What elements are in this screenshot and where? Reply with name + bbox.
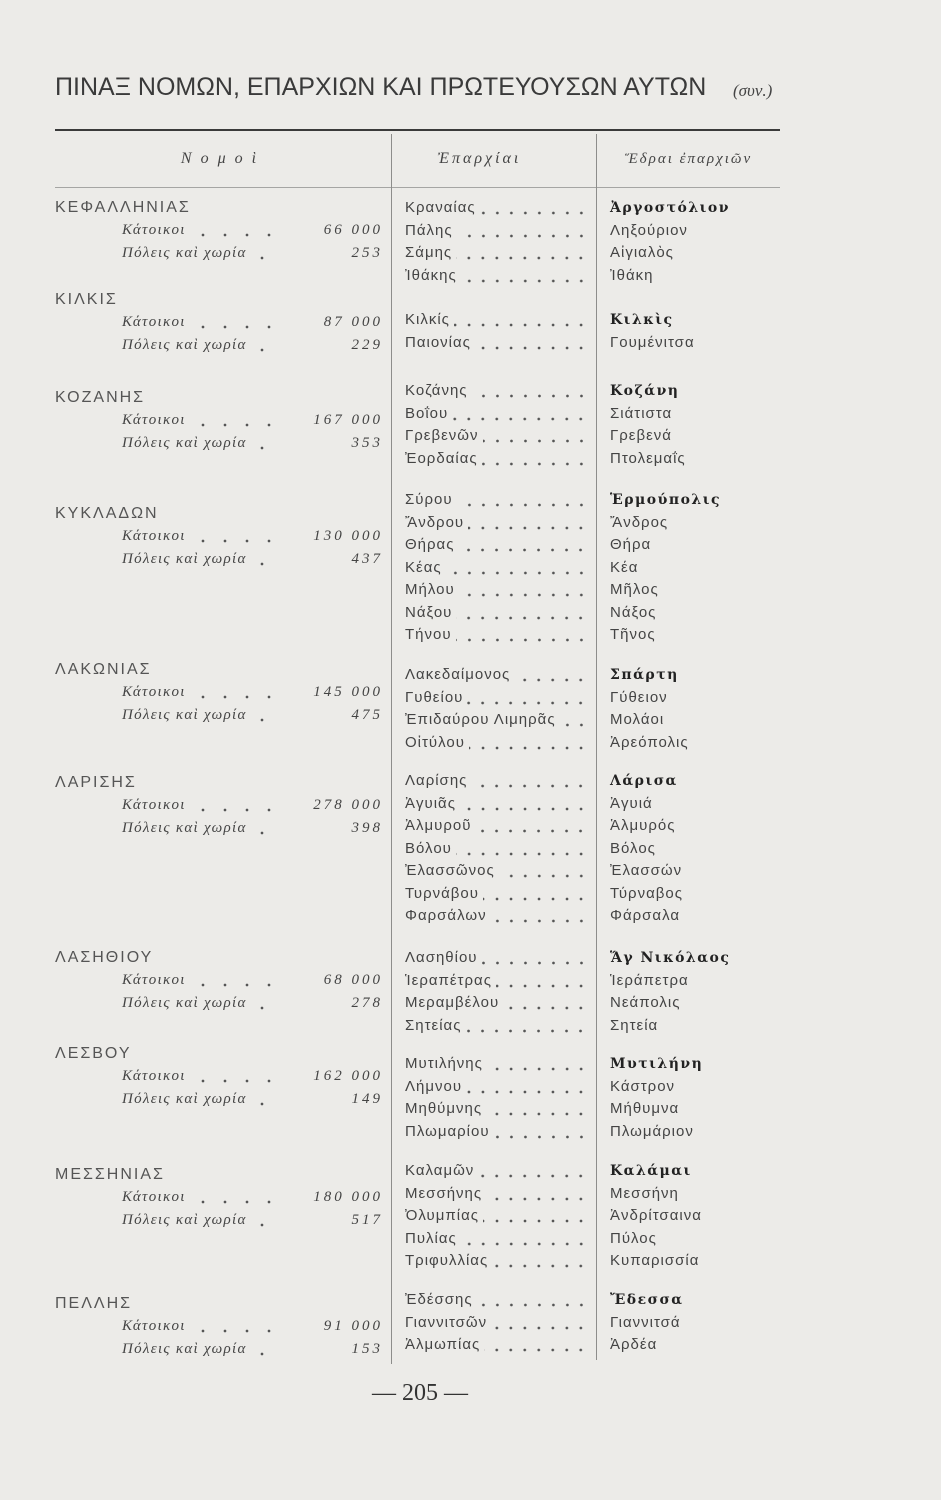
dot-leader: [459, 579, 588, 601]
eparchy-seat: Πλωμάριον: [610, 1123, 694, 1140]
inhabitants-label: Κάτοικοι: [122, 222, 186, 238]
nome-name: ΛΑΡΙΣΗΣ: [55, 774, 137, 791]
eparchy-seat: Πτολεμαΐς: [610, 450, 686, 467]
eparchy-seat: Ἀνδρίτσαινα: [610, 1207, 702, 1224]
eparchy-seat: Ἑρμούπολις: [610, 492, 722, 508]
eparchy-row: [405, 883, 588, 905]
dot-leader: [251, 992, 265, 1014]
dot-leader: [456, 602, 588, 624]
eparchy-name: Ἐπιδαύρου Λιμηρᾶς: [405, 711, 556, 728]
eparchy-row: [405, 838, 588, 860]
column-header-nomoi: Νομοὶ: [180, 150, 266, 167]
eparchy-seat: Μῆλος: [610, 581, 659, 598]
nome-name: ΚΟΖΑΝΗΣ: [55, 389, 146, 406]
eparchy-seat: Ἄνδρος: [610, 514, 669, 531]
towns-label: Πόλεις καὶ χωρία: [122, 707, 247, 723]
towns-value: 253: [351, 245, 383, 261]
eparchy-row: [405, 970, 588, 992]
eparchy-row: [405, 1015, 588, 1037]
column-divider: [391, 134, 392, 1364]
eparchy-seat: Ἀρεόπολις: [610, 734, 689, 751]
eparchy-name: Βόλου: [405, 840, 452, 857]
dot-leader: [491, 1312, 588, 1334]
eparchy-name: Ἱεραπέτρας: [405, 972, 492, 989]
inhabitants-label: Κάτοικοι: [122, 1068, 186, 1084]
eparchy-name: Βοΐου: [405, 405, 449, 422]
eparchy-row: [405, 557, 588, 579]
eparchy-name: Μεραμβέλου: [405, 994, 500, 1011]
inhabitants-value: 145 000: [313, 684, 383, 700]
eparchy-row: [405, 1098, 588, 1120]
eparchy-seat: Γουμένιτσα: [610, 334, 695, 351]
eparchy-row: [405, 815, 588, 837]
eparchy-name: Ἄνδρου: [405, 514, 465, 531]
towns-row: [122, 548, 383, 570]
eparchy-name: Οἰτύλου: [405, 734, 465, 751]
inhabitants-label: Κάτοικοι: [122, 1318, 186, 1334]
eparchy-seat: Ἰθάκη: [610, 267, 654, 284]
dot-leader: [456, 242, 588, 264]
eparchy-seat: Ληξούριον: [610, 222, 688, 239]
dot-leader: [477, 1289, 588, 1311]
eparchy-row: [405, 197, 588, 219]
dot-leader: [251, 1338, 265, 1360]
dot-leader: [458, 534, 588, 556]
eparchy-row: [405, 332, 588, 354]
header-rule: [55, 187, 780, 188]
eparchy-name: Κοζάνης: [405, 382, 468, 399]
towns-value: 278: [351, 995, 383, 1011]
dot-leader: [452, 403, 588, 425]
eparchy-row: [405, 1289, 588, 1311]
eparchy-row: [405, 579, 588, 601]
inhabitants-value: 66 000: [323, 222, 383, 238]
dot-leader: [496, 970, 588, 992]
eparchy-row: [405, 1053, 588, 1075]
eparchy-name: Λασηθίου: [405, 949, 478, 966]
eparchy-row: [405, 489, 588, 511]
top-rule: [55, 129, 780, 131]
page-number: — 205 —: [372, 1380, 468, 1406]
eparchy-row: [405, 309, 588, 331]
towns-value: 437: [351, 551, 383, 567]
dot-leader: [192, 1186, 280, 1208]
eparchy-seat: Ἔδεσσα: [610, 1292, 684, 1308]
eparchy-row: [405, 425, 588, 447]
eparchy-seat: Γύθειον: [610, 689, 668, 706]
eparchy-row: [405, 403, 588, 425]
inhabitants-label: Κάτοικοι: [122, 528, 186, 544]
towns-label: Πόλεις καὶ χωρία: [122, 435, 247, 451]
dot-leader: [192, 1065, 280, 1087]
eparchy-name: Σάμης: [405, 244, 453, 261]
dot-leader: [251, 1088, 265, 1110]
eparchy-row: [405, 664, 588, 686]
dot-leader: [192, 681, 280, 703]
inhabitants-row: [122, 794, 383, 816]
towns-row: [122, 1338, 383, 1360]
title-suffix: (συν.): [733, 81, 773, 100]
dot-leader: [492, 1250, 588, 1272]
eparchy-row: [405, 1076, 588, 1098]
eparchy-row: [405, 1121, 588, 1143]
eparchy-name: Τυρνάβου: [405, 885, 479, 902]
dot-leader: [483, 1205, 588, 1227]
eparchy-seat: Μυτιλήνη: [610, 1056, 704, 1072]
dot-leader: [457, 489, 588, 511]
inhabitants-value: 180 000: [313, 1189, 383, 1205]
dot-leader: [192, 219, 280, 241]
eparchy-row: [405, 687, 588, 709]
dot-leader: [503, 992, 588, 1014]
inhabitants-value: 130 000: [313, 528, 383, 544]
eparchy-seat: Ἁλμυρός: [610, 817, 676, 834]
dot-leader: [251, 432, 265, 454]
inhabitants-label: Κάτοικοι: [122, 1189, 186, 1205]
eparchy-row: [405, 1183, 588, 1205]
towns-label: Πόλεις καὶ χωρία: [122, 1212, 247, 1228]
eparchy-seat: Τύρναβος: [610, 885, 683, 902]
eparchy-name: Παιονίας: [405, 334, 471, 351]
inhabitants-row: [122, 219, 383, 241]
eparchy-name: Μυτιλήνης: [405, 1055, 483, 1072]
eparchy-name: Ἐορδαίας: [405, 450, 478, 467]
inhabitants-row: [122, 1065, 383, 1087]
dot-leader: [475, 332, 588, 354]
eparchy-seat: Κέα: [610, 559, 639, 576]
eparchy-seat: Μήθυμνα: [610, 1100, 680, 1117]
towns-value: 353: [351, 435, 383, 451]
dot-leader: [251, 334, 265, 356]
towns-value: 153: [351, 1341, 383, 1357]
dot-leader: [466, 1076, 588, 1098]
dot-leader: [514, 664, 588, 686]
inhabitants-label: Κάτοικοι: [122, 972, 186, 988]
inhabitants-label: Κάτοικοι: [122, 412, 186, 428]
eparchy-seat: Σπάρτη: [610, 667, 679, 683]
eparchy-seat: Κυπαρισσία: [610, 1252, 700, 1269]
inhabitants-value: 68 000: [323, 972, 383, 988]
nome-name: ΚΕΦΑΛΛΗΝΙΑΣ: [55, 199, 191, 216]
eparchy-name: Ὀλυμπίας: [405, 1207, 479, 1224]
dot-leader: [469, 732, 588, 754]
dot-leader: [460, 793, 588, 815]
eparchy-seat: Γρεβενά: [610, 427, 672, 444]
eparchy-seat: Ἱεράπετρα: [610, 972, 689, 989]
towns-row: [122, 1088, 383, 1110]
eparchy-name: Ἐδέσσης: [405, 1291, 473, 1308]
dot-leader: [483, 883, 588, 905]
dot-leader: [499, 860, 588, 882]
inhabitants-row: [122, 525, 383, 547]
eparchy-seat: Μεσσήνη: [610, 1185, 679, 1202]
eparchy-seat: Νεάπολις: [610, 994, 681, 1011]
eparchy-name: Κέας: [405, 559, 442, 576]
eparchy-row: [405, 220, 588, 242]
eparchy-row: [405, 448, 588, 470]
dot-leader: [467, 687, 588, 709]
inhabitants-value: 162 000: [313, 1068, 383, 1084]
eparchy-seat: Κιλκὶς: [610, 312, 674, 328]
inhabitants-row: [122, 409, 383, 431]
towns-label: Πόλεις καὶ χωρία: [122, 995, 247, 1011]
eparchy-name: Καλαμῶν: [405, 1162, 475, 1179]
column-header-seats: Ἕδραι ἐπαρχιῶν: [624, 151, 753, 167]
eparchy-seat: Πύλος: [610, 1230, 657, 1247]
eparchy-name: Γυθείου: [405, 689, 464, 706]
eparchy-row: [405, 947, 588, 969]
eparchy-seat: Βόλος: [610, 840, 656, 857]
towns-value: 475: [351, 707, 383, 723]
inhabitants-value: 167 000: [313, 412, 383, 428]
eparchy-name: Λαρίσης: [405, 772, 468, 789]
eparchy-name: Νάξου: [405, 604, 453, 621]
eparchy-row: [405, 512, 588, 534]
eparchy-name: Θήρας: [405, 536, 455, 553]
dot-leader: [457, 220, 588, 242]
eparchy-row: [405, 905, 588, 927]
eparchy-name: Ἀγυιᾶς: [405, 795, 456, 812]
eparchy-row: [405, 732, 588, 754]
towns-row: [122, 334, 383, 356]
eparchy-name: Γρεβενῶν: [405, 427, 479, 444]
eparchy-seat: Κοζάνη: [610, 383, 680, 399]
dot-leader: [487, 1053, 588, 1075]
inhabitants-label: Κάτοικοι: [122, 314, 186, 330]
eparchy-seat: Θήρα: [610, 536, 652, 553]
inhabitants-row: [122, 681, 383, 703]
eparchy-row: [405, 242, 588, 264]
inhabitants-label: Κάτοικοι: [122, 797, 186, 813]
towns-label: Πόλεις καὶ χωρία: [122, 820, 247, 836]
eparchy-name: Ἀλμωπίας: [405, 1336, 481, 1353]
eparchy-seat: Ἐλασσών: [610, 862, 683, 879]
eparchy-name: Πάλης: [405, 222, 453, 239]
eparchy-seat: Κάστρον: [610, 1078, 676, 1095]
dot-leader: [486, 1098, 588, 1120]
dot-leader: [468, 512, 588, 534]
inhabitants-label: Κάτοικοι: [122, 684, 186, 700]
eparchy-seat: Λάρισα: [610, 773, 678, 789]
eparchy-seat: Ἅγ Νικόλαος: [610, 950, 731, 966]
eparchy-name: Μηθύμνης: [405, 1100, 483, 1117]
nome-name: ΛΑΣΗΘΙΟΥ: [55, 949, 154, 966]
eparchy-name: Τριφυλλίας: [405, 1252, 489, 1269]
eparchy-seat: Σιάτιστα: [610, 405, 673, 422]
dot-leader: [192, 311, 280, 333]
eparchy-name: Ἰθάκης: [405, 267, 457, 284]
eparchy-name: Κραναίας: [405, 199, 476, 216]
column-header-eparchies: Ἐπαρχίαι: [437, 150, 522, 167]
towns-label: Πόλεις καὶ χωρία: [122, 1341, 247, 1357]
dot-leader: [251, 548, 265, 570]
nome-name: ΛΑΚΩΝΙΑΣ: [55, 661, 152, 678]
eparchy-name: Τήνου: [405, 626, 452, 643]
towns-label: Πόλεις καὶ χωρία: [122, 1091, 247, 1107]
eparchy-row: [405, 1160, 588, 1182]
eparchy-row: [405, 709, 588, 731]
eparchy-row: [405, 770, 588, 792]
nome-name: ΠΕΛΛΗΣ: [55, 1295, 133, 1312]
eparchy-row: [405, 265, 588, 287]
dot-leader: [251, 704, 265, 726]
eparchy-name: Γιαννιτσῶν: [405, 1314, 488, 1331]
eparchy-seat: Σητεία: [610, 1017, 659, 1034]
towns-value: 229: [351, 337, 383, 353]
inhabitants-value: 278 000: [313, 797, 383, 813]
towns-row: [122, 817, 383, 839]
dot-leader: [491, 905, 588, 927]
eparchy-row: [405, 1205, 588, 1227]
dot-leader: [192, 409, 280, 431]
nome-name: ΚΥΚΛΑΔΩΝ: [55, 505, 159, 522]
dot-leader: [461, 265, 588, 287]
nome-name: ΛΕΣΒΟΥ: [55, 1045, 132, 1062]
eparchy-name: Φαρσάλων: [405, 907, 487, 924]
eparchy-row: [405, 624, 588, 646]
dot-leader: [456, 624, 588, 646]
eparchy-seat: Ἀρδέα: [610, 1336, 658, 1353]
eparchy-row: [405, 380, 588, 402]
dot-leader: [192, 969, 280, 991]
eparchy-row: [405, 1228, 588, 1250]
dot-leader: [192, 794, 280, 816]
inhabitants-row: [122, 1315, 383, 1337]
eparchy-seat: Καλάμαι: [610, 1163, 692, 1179]
inhabitants-value: 87 000: [323, 314, 383, 330]
towns-row: [122, 1209, 383, 1231]
eparchy-row: [405, 1250, 588, 1272]
towns-label: Πόλεις καὶ χωρία: [122, 245, 247, 261]
eparchy-name: Σύρου: [405, 491, 453, 508]
eparchy-name: Ἀλμυροῦ: [405, 817, 472, 834]
eparchy-seat: Γιαννιτσά: [610, 1314, 681, 1331]
dot-leader: [251, 242, 265, 264]
nome-name: ΚΙΛΚΙΣ: [55, 291, 118, 308]
towns-row: [122, 242, 383, 264]
dot-leader: [251, 1209, 265, 1231]
dot-leader: [480, 197, 588, 219]
inhabitants-row: [122, 969, 383, 991]
dot-leader: [482, 448, 588, 470]
eparchy-seat: Μολάοι: [610, 711, 665, 728]
eparchy-row: [405, 1312, 588, 1334]
eparchy-row: [405, 602, 588, 624]
dot-leader: [251, 817, 265, 839]
eparchy-row: [405, 534, 588, 556]
eparchy-name: Μεσσήνης: [405, 1185, 483, 1202]
inhabitants-row: [122, 1186, 383, 1208]
eparchy-name: Πλωμαρίου: [405, 1123, 490, 1140]
eparchy-name: Λακεδαίμονος: [405, 666, 511, 683]
towns-row: [122, 704, 383, 726]
dot-leader: [483, 425, 588, 447]
dot-leader: [192, 525, 280, 547]
dot-leader: [484, 1334, 588, 1356]
eparchy-name: Πυλίας: [405, 1230, 457, 1247]
towns-label: Πόλεις καὶ χωρία: [122, 337, 247, 353]
eparchy-seat: Φάρσαλα: [610, 907, 681, 924]
dot-leader: [482, 947, 588, 969]
eparchy-seat: Τῆνος: [610, 626, 656, 643]
dot-leader: [461, 1228, 588, 1250]
towns-value: 398: [351, 820, 383, 836]
dot-leader: [494, 1121, 588, 1143]
dot-leader: [471, 770, 588, 792]
towns-value: 149: [351, 1091, 383, 1107]
dot-leader: [475, 815, 588, 837]
dot-leader: [478, 1160, 588, 1182]
eparchy-seat: Νάξος: [610, 604, 657, 621]
dot-leader: [454, 309, 588, 331]
dot-leader: [456, 838, 588, 860]
dot-leader: [192, 1315, 280, 1337]
inhabitants-value: 91 000: [323, 1318, 383, 1334]
dot-leader: [446, 557, 588, 579]
page-title: ΠΙΝΑΞ ΝΟΜΩΝ, ΕΠΑΡΧΙΩΝ ΚΑΙ ΠΡΩΤΕΥΟΥΣΩΝ ΑΥΤΩΝ: [55, 73, 707, 101]
eparchy-seat: Αἰγιαλὸς: [610, 244, 674, 261]
dot-leader: [486, 1183, 588, 1205]
towns-row: [122, 992, 383, 1014]
towns-label: Πόλεις καὶ χωρία: [122, 551, 247, 567]
eparchy-row: [405, 1334, 588, 1356]
eparchy-seat: Ἀγυιά: [610, 795, 653, 812]
towns-row: [122, 432, 383, 454]
dot-leader: [560, 709, 588, 731]
dot-leader: [465, 1015, 588, 1037]
dot-leader: [472, 380, 588, 402]
eparchy-name: Μήλου: [405, 581, 455, 598]
inhabitants-row: [122, 311, 383, 333]
eparchy-row: [405, 992, 588, 1014]
eparchy-row: [405, 793, 588, 815]
column-divider: [596, 134, 597, 1360]
towns-value: 517: [351, 1212, 383, 1228]
eparchy-seat: Ἀργοστόλιον: [610, 200, 730, 216]
eparchy-name: Λήμνου: [405, 1078, 463, 1095]
eparchy-name: Σητείας: [405, 1017, 462, 1034]
nome-name: ΜΕΣΣΗΝΙΑΣ: [55, 1166, 165, 1183]
eparchy-row: [405, 860, 588, 882]
eparchy-name: Ἐλασσῶνος: [405, 862, 495, 879]
eparchy-name: Κιλκίς: [405, 311, 450, 328]
